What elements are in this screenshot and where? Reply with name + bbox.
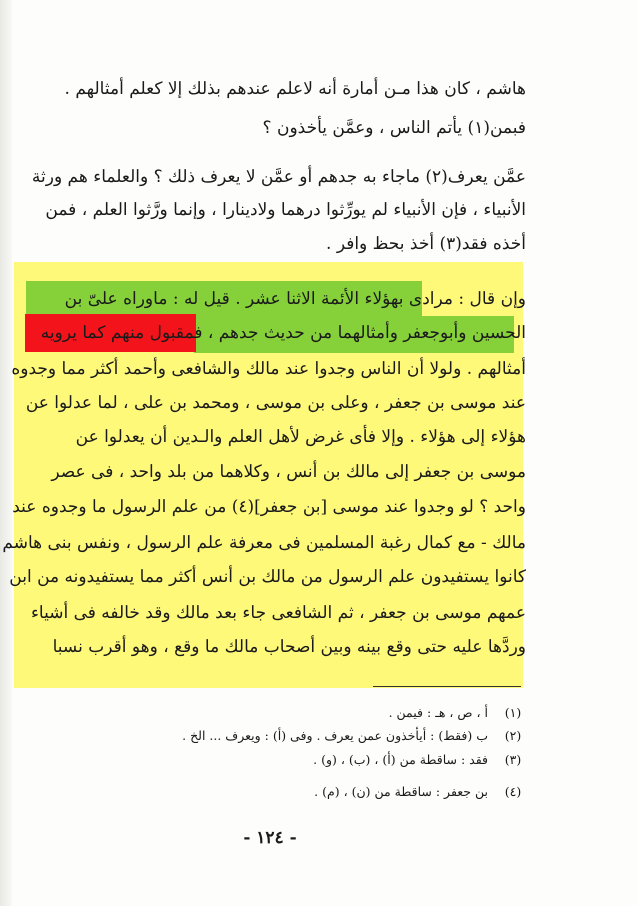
footnote-number: (١) [504, 705, 522, 720]
text-line: كانوا يستفيدون علم الرسول من مالك بن أنس أكثر مما يستفيدونه من ابن [9, 567, 526, 587]
text-line: الحسين وأبوجعفر وأمثالهما من حديث جدهم ، فمقبول منهم كما يرويه [40, 323, 526, 343]
text-line: هؤلاء إلى هؤلاء . وإلا فأى غرض لأهل العلم والـدين أن يعدلوا عن [75, 427, 526, 447]
footnote-rule [373, 686, 521, 687]
footnote [106, 726, 526, 748]
text-line: وردَّها عليه حتى وقع بينه وبين أصحاب مالك ما وقع ، وهو أقرب نسبا [52, 637, 526, 657]
text-line: عمَّن يعرف(٢) ماجاء به جدهم أو عمَّن لا يعرف ذلك ؟ والعلماء هم ورثة [31, 167, 526, 187]
text-line: الأنبياء ، فإن الأنبياء لم يورِّثوا درهما ولادينارا ، وإنما ورَّثوا العلم ، فمن [45, 200, 526, 220]
footnote-number: (٣) [504, 752, 522, 767]
text-line: وإن قال : مرادى بهؤلاء الأئمة الاثنا عشر . قيل له : ماوراه علىّ بن [64, 289, 526, 309]
text-line: عمهم موسى بن جعفر ، ثم الشافعى جاء بعد مالك وقد خالفه فى أشياء [30, 603, 526, 623]
text-line: واحد ؟ لو وجدوا عند موسى [بن جعفر](٤) من علم الرسول ما وجدوه عند [12, 497, 526, 517]
footnote-text: أ ، ص ، هـ : فيمن . [388, 705, 488, 720]
footnote [106, 782, 526, 804]
page-number: - ١٢٤ - [243, 828, 297, 848]
text-line: هاشم ، كان هذا مـن أمارة أنه لاعلم عندهم بذلك إلا كعلم أمثالهم . [64, 79, 526, 99]
text-line: عند موسى بن جعفر ، وعلى بن موسى ، ومحمد بن على ، لما عدلوا عن [25, 393, 526, 413]
footnote-number: (٢) [504, 728, 522, 743]
page-edge [0, 0, 12, 906]
text-line: أخذه فقد(٣) أخذ بحظ وافر . [326, 234, 526, 254]
footnote [106, 750, 526, 772]
text-line: فبمن(١) يأتم الناس ، وعمَّن يأخذون ؟ [262, 118, 526, 138]
text-line: مالك - مع كمال رغبة المسلمين فى معرفة علم الرسول ، ونفس بنى هاشم [2, 533, 526, 553]
footnote-text: ب (فقط) : أيأخذون عمن يعرف . وفى (أ) : ويعرف ... الخ . [182, 728, 488, 743]
footnote [106, 703, 526, 725]
footnote-text: بن جعفر : ساقطة من (ن) ، (م) . [314, 784, 488, 799]
footnote-text: فقد : ساقطة من (أ) ، (ب) ، (و) . [313, 752, 488, 767]
text-line: أمثالهم . ولولا أن الناس وجدوا عند مالك والشافعى وأحمد أكثر مما وجدوه [11, 359, 526, 379]
text-line: موسى بن جعفر إلى مالك بن أنس ، وكلاهما من بلد واحد ، فى عصر [51, 462, 526, 482]
footnote-number: (٤) [504, 784, 522, 799]
